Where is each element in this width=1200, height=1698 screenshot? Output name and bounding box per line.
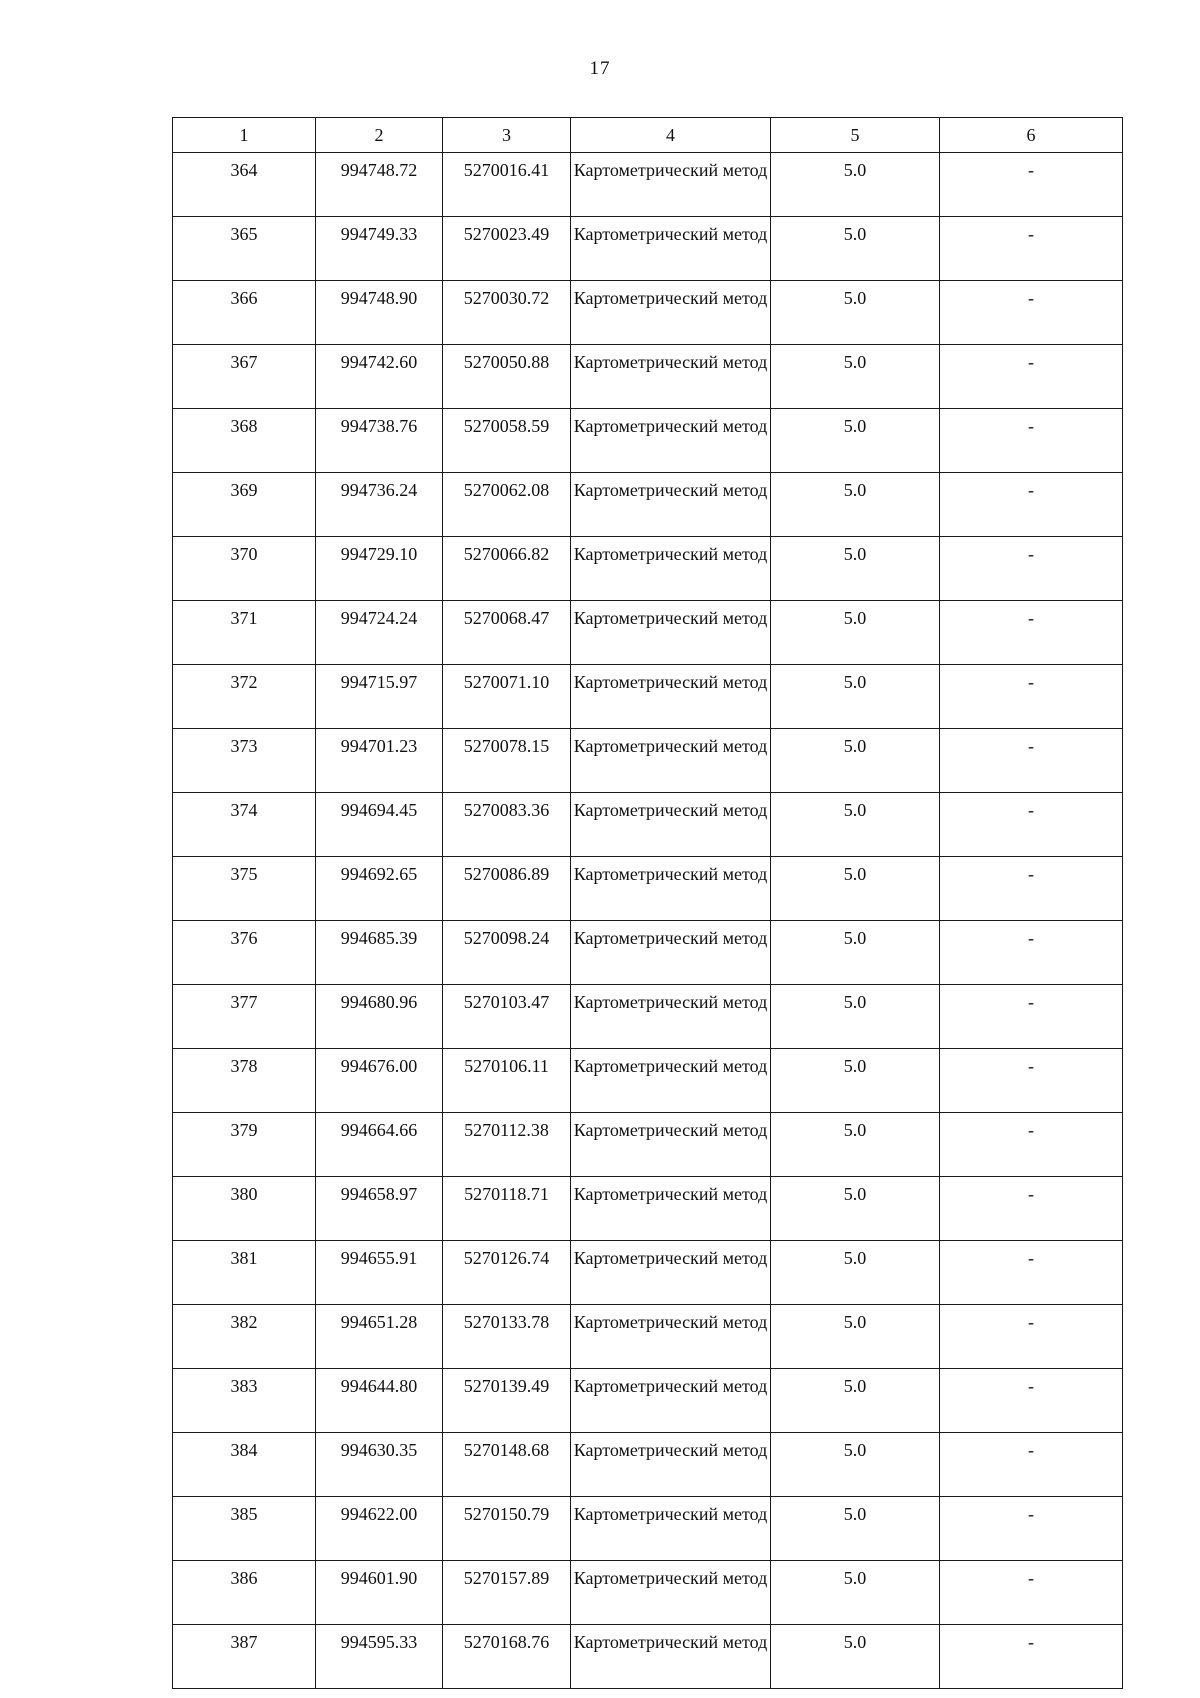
- cell-accuracy: 5.0: [771, 1369, 940, 1433]
- cell-coordinate-y: 5270118.71: [443, 1177, 571, 1241]
- cell-note: -: [940, 729, 1123, 793]
- cell-method: Картометрический метод: [571, 1369, 771, 1433]
- cell-note: -: [940, 217, 1123, 281]
- table-row: [173, 217, 1123, 281]
- cell-note: -: [940, 857, 1123, 921]
- table-row: [173, 1369, 1123, 1433]
- cell-accuracy: 5.0: [771, 153, 940, 217]
- cell-note: -: [940, 665, 1123, 729]
- cell-method: Картометрический метод: [571, 1113, 771, 1177]
- cell-coordinate-x: 994685.39: [316, 921, 443, 985]
- table-row: [173, 793, 1123, 857]
- table-row: [173, 537, 1123, 601]
- cell-method: Картометрический метод: [571, 1049, 771, 1113]
- table-row: [173, 1241, 1123, 1305]
- cell-accuracy: 5.0: [771, 1305, 940, 1369]
- cell-accuracy: 5.0: [771, 665, 940, 729]
- table-row: [173, 665, 1123, 729]
- cell-coordinate-x: 994680.96: [316, 985, 443, 1049]
- cell-point-number: 386: [173, 1561, 316, 1625]
- cell-coordinate-x: 994738.76: [316, 409, 443, 473]
- cell-note: -: [940, 1561, 1123, 1625]
- cell-point-number: 383: [173, 1369, 316, 1433]
- cell-point-number: 365: [173, 217, 316, 281]
- table-row: [173, 1625, 1123, 1689]
- cell-accuracy: 5.0: [771, 1625, 940, 1689]
- cell-coordinate-x: 994630.35: [316, 1433, 443, 1497]
- cell-coordinate-y: 5270106.11: [443, 1049, 571, 1113]
- cell-accuracy: 5.0: [771, 793, 940, 857]
- cell-note: -: [940, 345, 1123, 409]
- cell-accuracy: 5.0: [771, 1561, 940, 1625]
- cell-accuracy: 5.0: [771, 985, 940, 1049]
- cell-accuracy: 5.0: [771, 1049, 940, 1113]
- table-row: [173, 153, 1123, 217]
- cell-method: Картометрический метод: [571, 665, 771, 729]
- table-row: [173, 1049, 1123, 1113]
- cell-point-number: 375: [173, 857, 316, 921]
- cell-coordinate-y: 5270016.41: [443, 153, 571, 217]
- cell-point-number: 374: [173, 793, 316, 857]
- cell-coordinate-y: 5270150.79: [443, 1497, 571, 1561]
- table-row: [173, 473, 1123, 537]
- column-header-3: 3: [443, 118, 571, 153]
- header-row: [173, 118, 1123, 153]
- table-row: [173, 409, 1123, 473]
- column-header-6: 6: [940, 118, 1123, 153]
- cell-point-number: 380: [173, 1177, 316, 1241]
- cell-point-number: 378: [173, 1049, 316, 1113]
- cell-note: -: [940, 281, 1123, 345]
- cell-note: -: [940, 1625, 1123, 1689]
- cell-coordinate-x: 994651.28: [316, 1305, 443, 1369]
- cell-accuracy: 5.0: [771, 345, 940, 409]
- page-number: 17: [589, 58, 611, 79]
- table-row: [173, 729, 1123, 793]
- cell-coordinate-y: 5270103.47: [443, 985, 571, 1049]
- table-row: [173, 601, 1123, 665]
- cell-note: -: [940, 537, 1123, 601]
- cell-accuracy: 5.0: [771, 473, 940, 537]
- table-row: [173, 281, 1123, 345]
- cell-method: Картометрический метод: [571, 793, 771, 857]
- cell-coordinate-y: 5270050.88: [443, 345, 571, 409]
- cell-note: -: [940, 473, 1123, 537]
- cell-point-number: 364: [173, 153, 316, 217]
- cell-point-number: 384: [173, 1433, 316, 1497]
- cell-coordinate-x: 994736.24: [316, 473, 443, 537]
- cell-point-number: 379: [173, 1113, 316, 1177]
- table-row: [173, 345, 1123, 409]
- cell-method: Картометрический метод: [571, 217, 771, 281]
- cell-method: Картометрический метод: [571, 1177, 771, 1241]
- cell-point-number: 366: [173, 281, 316, 345]
- cell-method: Картометрический метод: [571, 345, 771, 409]
- cell-point-number: 377: [173, 985, 316, 1049]
- cell-point-number: 369: [173, 473, 316, 537]
- cell-note: -: [940, 1049, 1123, 1113]
- cell-point-number: 367: [173, 345, 316, 409]
- cell-coordinate-y: 5270098.24: [443, 921, 571, 985]
- table-row: [173, 1497, 1123, 1561]
- cell-method: Картометрический метод: [571, 537, 771, 601]
- cell-coordinate-x: 994676.00: [316, 1049, 443, 1113]
- cell-coordinate-x: 994622.00: [316, 1497, 443, 1561]
- cell-accuracy: 5.0: [771, 1177, 940, 1241]
- coordinates-table: [172, 117, 1123, 1689]
- cell-accuracy: 5.0: [771, 281, 940, 345]
- cell-method: Картометрический метод: [571, 857, 771, 921]
- cell-note: -: [940, 601, 1123, 665]
- cell-method: Картометрический метод: [571, 1305, 771, 1369]
- cell-note: -: [940, 153, 1123, 217]
- cell-method: Картометрический метод: [571, 985, 771, 1049]
- cell-note: -: [940, 1113, 1123, 1177]
- cell-note: -: [940, 1305, 1123, 1369]
- table-row: [173, 1177, 1123, 1241]
- cell-coordinate-y: 5270071.10: [443, 665, 571, 729]
- column-header-4: 4: [571, 118, 771, 153]
- cell-point-number: 381: [173, 1241, 316, 1305]
- cell-accuracy: 5.0: [771, 217, 940, 281]
- cell-coordinate-x: 994655.91: [316, 1241, 443, 1305]
- cell-coordinate-x: 994742.60: [316, 345, 443, 409]
- table-row: [173, 1561, 1123, 1625]
- cell-coordinate-x: 994644.80: [316, 1369, 443, 1433]
- cell-method: Картометрический метод: [571, 1241, 771, 1305]
- cell-coordinate-y: 5270083.36: [443, 793, 571, 857]
- cell-note: -: [940, 921, 1123, 985]
- cell-method: Картометрический метод: [571, 409, 771, 473]
- cell-coordinate-x: 994694.45: [316, 793, 443, 857]
- cell-method: Картометрический метод: [571, 601, 771, 665]
- cell-coordinate-y: 5270126.74: [443, 1241, 571, 1305]
- table-row: [173, 985, 1123, 1049]
- cell-coordinate-x: 994664.66: [316, 1113, 443, 1177]
- table-row: [173, 1305, 1123, 1369]
- cell-coordinate-y: 5270133.78: [443, 1305, 571, 1369]
- cell-method: Картометрический метод: [571, 729, 771, 793]
- table-row: [173, 857, 1123, 921]
- cell-method: Картометрический метод: [571, 1497, 771, 1561]
- cell-note: -: [940, 1177, 1123, 1241]
- cell-accuracy: 5.0: [771, 537, 940, 601]
- cell-point-number: 368: [173, 409, 316, 473]
- table-row: [173, 921, 1123, 985]
- cell-coordinate-x: 994729.10: [316, 537, 443, 601]
- table-row: [173, 1113, 1123, 1177]
- cell-coordinate-x: 994692.65: [316, 857, 443, 921]
- cell-coordinate-y: 5270086.89: [443, 857, 571, 921]
- cell-method: Картометрический метод: [571, 1561, 771, 1625]
- cell-point-number: 371: [173, 601, 316, 665]
- cell-coordinate-y: 5270062.08: [443, 473, 571, 537]
- cell-coordinate-y: 5270157.89: [443, 1561, 571, 1625]
- cell-note: -: [940, 1369, 1123, 1433]
- cell-accuracy: 5.0: [771, 1113, 940, 1177]
- cell-coordinate-y: 5270078.15: [443, 729, 571, 793]
- cell-method: Картометрический метод: [571, 921, 771, 985]
- cell-method: Картометрический метод: [571, 281, 771, 345]
- cell-note: -: [940, 1497, 1123, 1561]
- cell-point-number: 382: [173, 1305, 316, 1369]
- cell-coordinate-y: 5270030.72: [443, 281, 571, 345]
- cell-coordinate-x: 994749.33: [316, 217, 443, 281]
- cell-coordinate-x: 994748.90: [316, 281, 443, 345]
- table-header: [173, 118, 1123, 153]
- column-header-2: 2: [316, 118, 443, 153]
- cell-coordinate-x: 994748.72: [316, 153, 443, 217]
- cell-coordinate-x: 994701.23: [316, 729, 443, 793]
- table-row: [173, 1433, 1123, 1497]
- cell-coordinate-x: 994595.33: [316, 1625, 443, 1689]
- cell-accuracy: 5.0: [771, 409, 940, 473]
- cell-coordinate-y: 5270023.49: [443, 217, 571, 281]
- cell-accuracy: 5.0: [771, 601, 940, 665]
- cell-coordinate-x: 994715.97: [316, 665, 443, 729]
- cell-method: Картометрический метод: [571, 473, 771, 537]
- cell-coordinate-y: 5270148.68: [443, 1433, 571, 1497]
- cell-point-number: 373: [173, 729, 316, 793]
- cell-method: Картометрический метод: [571, 1625, 771, 1689]
- cell-note: -: [940, 793, 1123, 857]
- cell-accuracy: 5.0: [771, 729, 940, 793]
- cell-coordinate-y: 5270112.38: [443, 1113, 571, 1177]
- cell-point-number: 372: [173, 665, 316, 729]
- cell-method: Картометрический метод: [571, 1433, 771, 1497]
- cell-accuracy: 5.0: [771, 1497, 940, 1561]
- cell-coordinate-y: 5270068.47: [443, 601, 571, 665]
- cell-note: -: [940, 1241, 1123, 1305]
- cell-point-number: 376: [173, 921, 316, 985]
- cell-accuracy: 5.0: [771, 857, 940, 921]
- cell-coordinate-x: 994724.24: [316, 601, 443, 665]
- cell-coordinate-y: 5270066.82: [443, 537, 571, 601]
- cell-note: -: [940, 1433, 1123, 1497]
- cell-accuracy: 5.0: [771, 1241, 940, 1305]
- cell-point-number: 385: [173, 1497, 316, 1561]
- column-header-1: 1: [173, 118, 316, 153]
- column-header-5: 5: [771, 118, 940, 153]
- cell-method: Картометрический метод: [571, 153, 771, 217]
- cell-note: -: [940, 409, 1123, 473]
- cell-coordinate-x: 994601.90: [316, 1561, 443, 1625]
- cell-note: -: [940, 985, 1123, 1049]
- cell-coordinate-y: 5270058.59: [443, 409, 571, 473]
- cell-coordinate-y: 5270168.76: [443, 1625, 571, 1689]
- cell-coordinate-x: 994658.97: [316, 1177, 443, 1241]
- cell-coordinate-y: 5270139.49: [443, 1369, 571, 1433]
- cell-point-number: 370: [173, 537, 316, 601]
- cell-accuracy: 5.0: [771, 921, 940, 985]
- table-body: [173, 153, 1123, 1689]
- cell-accuracy: 5.0: [771, 1433, 940, 1497]
- cell-point-number: 387: [173, 1625, 316, 1689]
